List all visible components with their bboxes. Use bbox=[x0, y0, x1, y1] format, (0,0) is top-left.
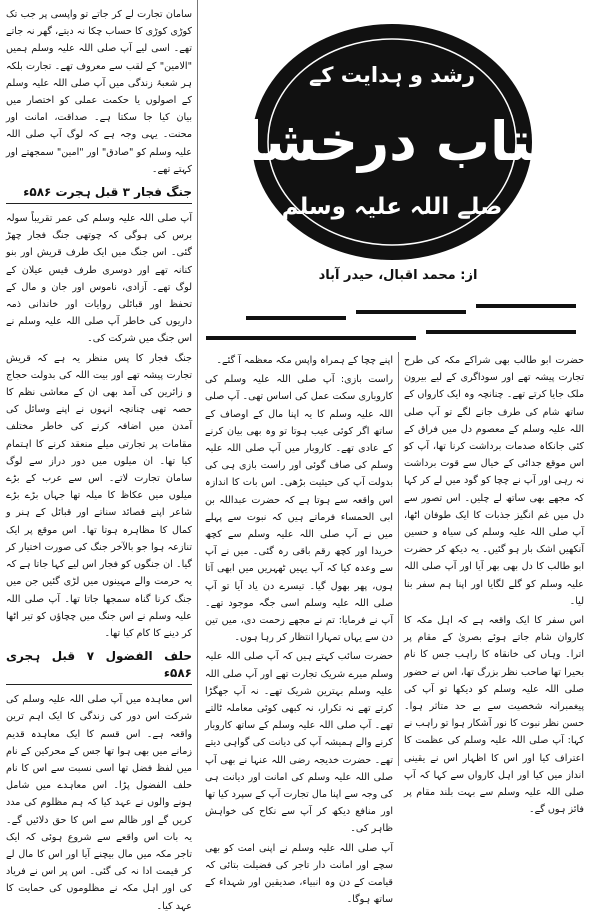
decorative-dash-bars bbox=[206, 296, 584, 346]
paragraph: حضرت ابو طالب بھی شراکے مکہ کی طرح تجارت پیشہ تھے اور سوداگری کے لیے بیرون ملک جایا کرتے تھے۔ چنانچہ وہ ایک کارواں کے ساتھ شام کی طرف جانے لگے تو آپ صلی اللہ علیہ وسلم کے معصوم دل میں فراق کے کئی جانکاہ صدمات برداشت کرنا تھا، آپ کو اس موقع جدائی کے خیال سے قوت برداشت نہ رہی اور آپ نے چچا کو گود میں لے کر کہا کہ مجھے بھی ساتھ لے چلیں۔ اس تصور سے دل میں غم انگیز جذبات کا ایک طوفان اٹھا، آپ صلی اللہ علیہ وسلم کی سیاہ و حسین آنکھیں اشک بار ہو گئیں۔ یہ دیکھ کر حضرت ابو طالب کا دل بھی بھر آیا اور آپ صلی اللہ علیہ وسلم کو گلے لگایا اور اپنا ہم سفر بنا لیا۔ bbox=[404, 355, 584, 607]
column-divider bbox=[398, 352, 399, 766]
title-bottom-line: صلے اللہ علیہ وسلم bbox=[281, 194, 503, 220]
paragraph: راست بازی: آپ صلی اللہ علیہ وسلم کی کاروباری سکت عمل کی اساس تھی۔ آپ صلی اللہ علیہ وسلم کا یہ اپنا مال کے اوصاف کے ساتھ اگر کوئی عیب ہوتا تو وہ بھی بیان کرنے کے عادی تھے۔ کاروبار میں آپ صلی اللہ علیہ وسلم کی صاف گوئی اور راست بازی ہی کی بدولت آپ کی حیثیت بڑھی۔ اس بات کا اندازہ اس واقعہ سے ہوتا ہے کہ حضرت عبداللہ بن ابی الحمساء فرماتے ہیں کہ نبوت سے پہلے میں نے آپ صلی اللہ علیہ وسلم سے کچھ خریدا اور کچھ رقم باقی رہ گئی۔ میں نے آپ سے وعدہ کیا کہ آپ یہیں ٹھہریں میں ابھی آتا ہوں، پھر بھول گیا۔ تیسرے دن یاد آیا تو آپ صلی اللہ علیہ وسلم اسی جگہ موجود تھے۔ آپ نے فرمایا: تم نے مجھے زحمت دی، میں تین دن سے یہاں تمہارا انتظار کر رہا ہوں۔ bbox=[205, 374, 393, 644]
paragraph: آپ صلی اللہ علیہ وسلم کی عمر تقریباً سولہ برس کی ہوگی کہ چوتھی جنگ فجار چھڑ گئی۔ اس جنگ میں ایک طرف قریش اور بنو کنانہ تھے اور دوسری طرف قیس عیلان کے لوگ تھے۔ آزادی، ناموس اور جان و مال کے تحفظ اور قبائلی روایات اور خاندانی ذمہ داریوں کی خاطر آپ صلی اللہ علیہ وسلم نے اس جنگ میں شرکت کی۔ bbox=[6, 213, 192, 345]
article-title-emblem bbox=[197, 20, 587, 265]
title-main-line: آفتاب درخشاں bbox=[197, 110, 587, 173]
paragraph: آپ صلی اللہ علیہ وسلم نے اپنی امت کو بھی سچے اور امانت دار تاجر کی فضیلت بتائی کہ قیامت کے دن وہ انبیاء، صدیقین اور شہداء کے ساتھ ہوگا۔ bbox=[205, 842, 393, 906]
paragraph: اپنے چچا کے ہمراہ واپس مکہ معظمہ آ گئے۔ bbox=[216, 355, 393, 366]
author-byline: از: محمد اقبال، حیدر آباد bbox=[318, 268, 478, 283]
paragraph: اس معاہدہ میں آپ صلی اللہ علیہ وسلم کی شرکت اس دور کی زندگی کا ایک اہم ترین واقعہ ہے۔ اس قسم کا ایک معاہدہ قدیم زمانے میں بھی ہوا تھا جس کے محرکین کے نام میں لفظ فضل تھا اسی نسبت سے اس کا نام حلف الفضول پڑا۔ اس معاہدے میں شامل ہونے والوں نے عہد کیا کہ ہم مظلوم کی مدد کریں گے اور ظالم سے اس کا حق دلائیں گے۔ یہ بات اس واقعے سے شروع ہوئی کہ ایک تاجر مکہ میں مال بیچنے آیا اور اس کا مال لے کر قیمت ادا نہ کی گئی۔ اس پر اس نے فریاد کی اور اہل مکہ نے مظلوموں کی حمایت کا عہد کیا۔ bbox=[6, 694, 192, 912]
section-heading: جنگ فجار ۳ قبل ہجرت ۵۸۶ء bbox=[6, 184, 192, 204]
paragraph: سامان تجارت لے کر جاتے تو واپسی پر جب تک کوڑی کوڑی کا حساب چکا نہ دیتے، گھر نہ جاتے تھے۔ اسی لیے آپ صلی اللہ علیہ وسلم ہمیں "الامین" کے لقب سے معروف تھے۔ تجارت بلکہ ہر شعبۂ زندگی میں آپ صلی اللہ علیہ وسلم کے اصولوں یا حکمت عملی کو اختصار میں بیان کیا جا سکتا ہے۔ صداقت، امانت اور محنت۔ یہی وجہ ہے کہ لوگ آپ صلی اللہ علیہ وسلم کو "صادق" اور "امین" سمجھتے اور کہتے تھے۔ bbox=[6, 9, 192, 175]
section-heading: حلف الفضول ۷ قبل ہجری ۵۸۶ء bbox=[6, 648, 192, 685]
paragraph: جنگ فجار کا پس منظر یہ ہے کہ قریش تجارت پیشہ تھے اور بیت اللہ کی بدولت حجاج و زائرین کی آمد بھی ان کے معاشی نظم کا حصہ تھی چنانچہ انہوں نے اپنے وسائل کی آمدن میں اضافہ کرنے کی خاطر مختلف مقامات پر تجارتی میلے منعقد کرنے کا اہتمام کیا تھا۔ ان میلوں میں دور دراز سے لوگ سامان تجارت لاتے۔ اس سے عرب کے بڑے میلوں میں عکاظ کا میلہ تھا جہاں بڑے بڑے شاعر اپنے قصائد سناتے اور قبائل کے ہنر و کمال کا مظاہرہ ہوتا تھا۔ اس موقع پر ایک تنازعہ ہوا جو بالآخر جنگ کی صورت اختیار کر گیا۔ ان جنگوں کو فجار اس لیے کہا جاتا ہے کہ یہ حرمت والے مہینوں میں لڑی گئیں جن میں جنگ کرنا گناہ سمجھا جاتا تھا۔ آپ صلی اللہ علیہ وسلم نے اس جنگ میں چچاؤں کو تیر اٹھا کر دینے کا کام کیا تھا۔ bbox=[6, 352, 192, 639]
title-top-line: رشد و ہدایت کے bbox=[308, 63, 476, 87]
dash-bar-row-top bbox=[246, 304, 576, 320]
paragraph: اس سفر کا ایک واقعہ ہے کہ اہل مکہ کا کاروان شام جاتے ہوئے بصریٰ کے مقام پر اترا۔ وہاں کی خانقاہ کا راہب جس کا نام بحیرا تھا صاحب نظر بزرگ تھا، اس نے حضور صلی اللہ علیہ وسلم کو دیکھا تو آپ کی پیغمبرانہ شخصیت سے بے حد متاثر ہوا۔ حسن نظر نبوت کا نور آشکار ہوا تو راہب نے کہا: آپ صلی اللہ علیہ وسلم کی عظمت کا اعتراف کیا اور اس کا اظہار اس نے یقینی انداز میں کیا اور اہل کارواں سے کہا کہ آپ صلی اللہ علیہ وسلم سے بہت بلند مقام پر فائز ہوں گے۔ bbox=[404, 615, 584, 816]
text-column-left bbox=[6, 6, 192, 912]
dash-bar-row-bottom bbox=[206, 330, 576, 340]
paragraph: حضرت سائب کہتے ہیں کہ آپ صلی اللہ علیہ وسلم میرے شریک تجارت تھے اور آپ صلی اللہ علیہ وسلم بہترین شریک تھے۔ نہ آپ جھگڑا کرتے تھے نہ تکرار، نہ کبھی کوئی معاملہ ٹالتے تھے۔ آپ صلی اللہ علیہ وسلم کے ساتھ کاروبار کرنے والے ہمیشہ آپ کی دیانت کی گواہی دیتے تھے۔ حضرت خدیجہ رضی اللہ عنہا نے بھی آپ صلی اللہ علیہ وسلم کی امانت اور دیانت ہی کی وجہ سے اپنا مال تجارت آپ کے سپرد کیا تھا اور منافع دیکھ کر آپ سے نکاح کی خواہش ظاہر کی۔ bbox=[205, 651, 393, 835]
text-column-right bbox=[404, 352, 584, 816]
column-divider bbox=[197, 0, 198, 770]
text-column-middle bbox=[205, 352, 393, 906]
